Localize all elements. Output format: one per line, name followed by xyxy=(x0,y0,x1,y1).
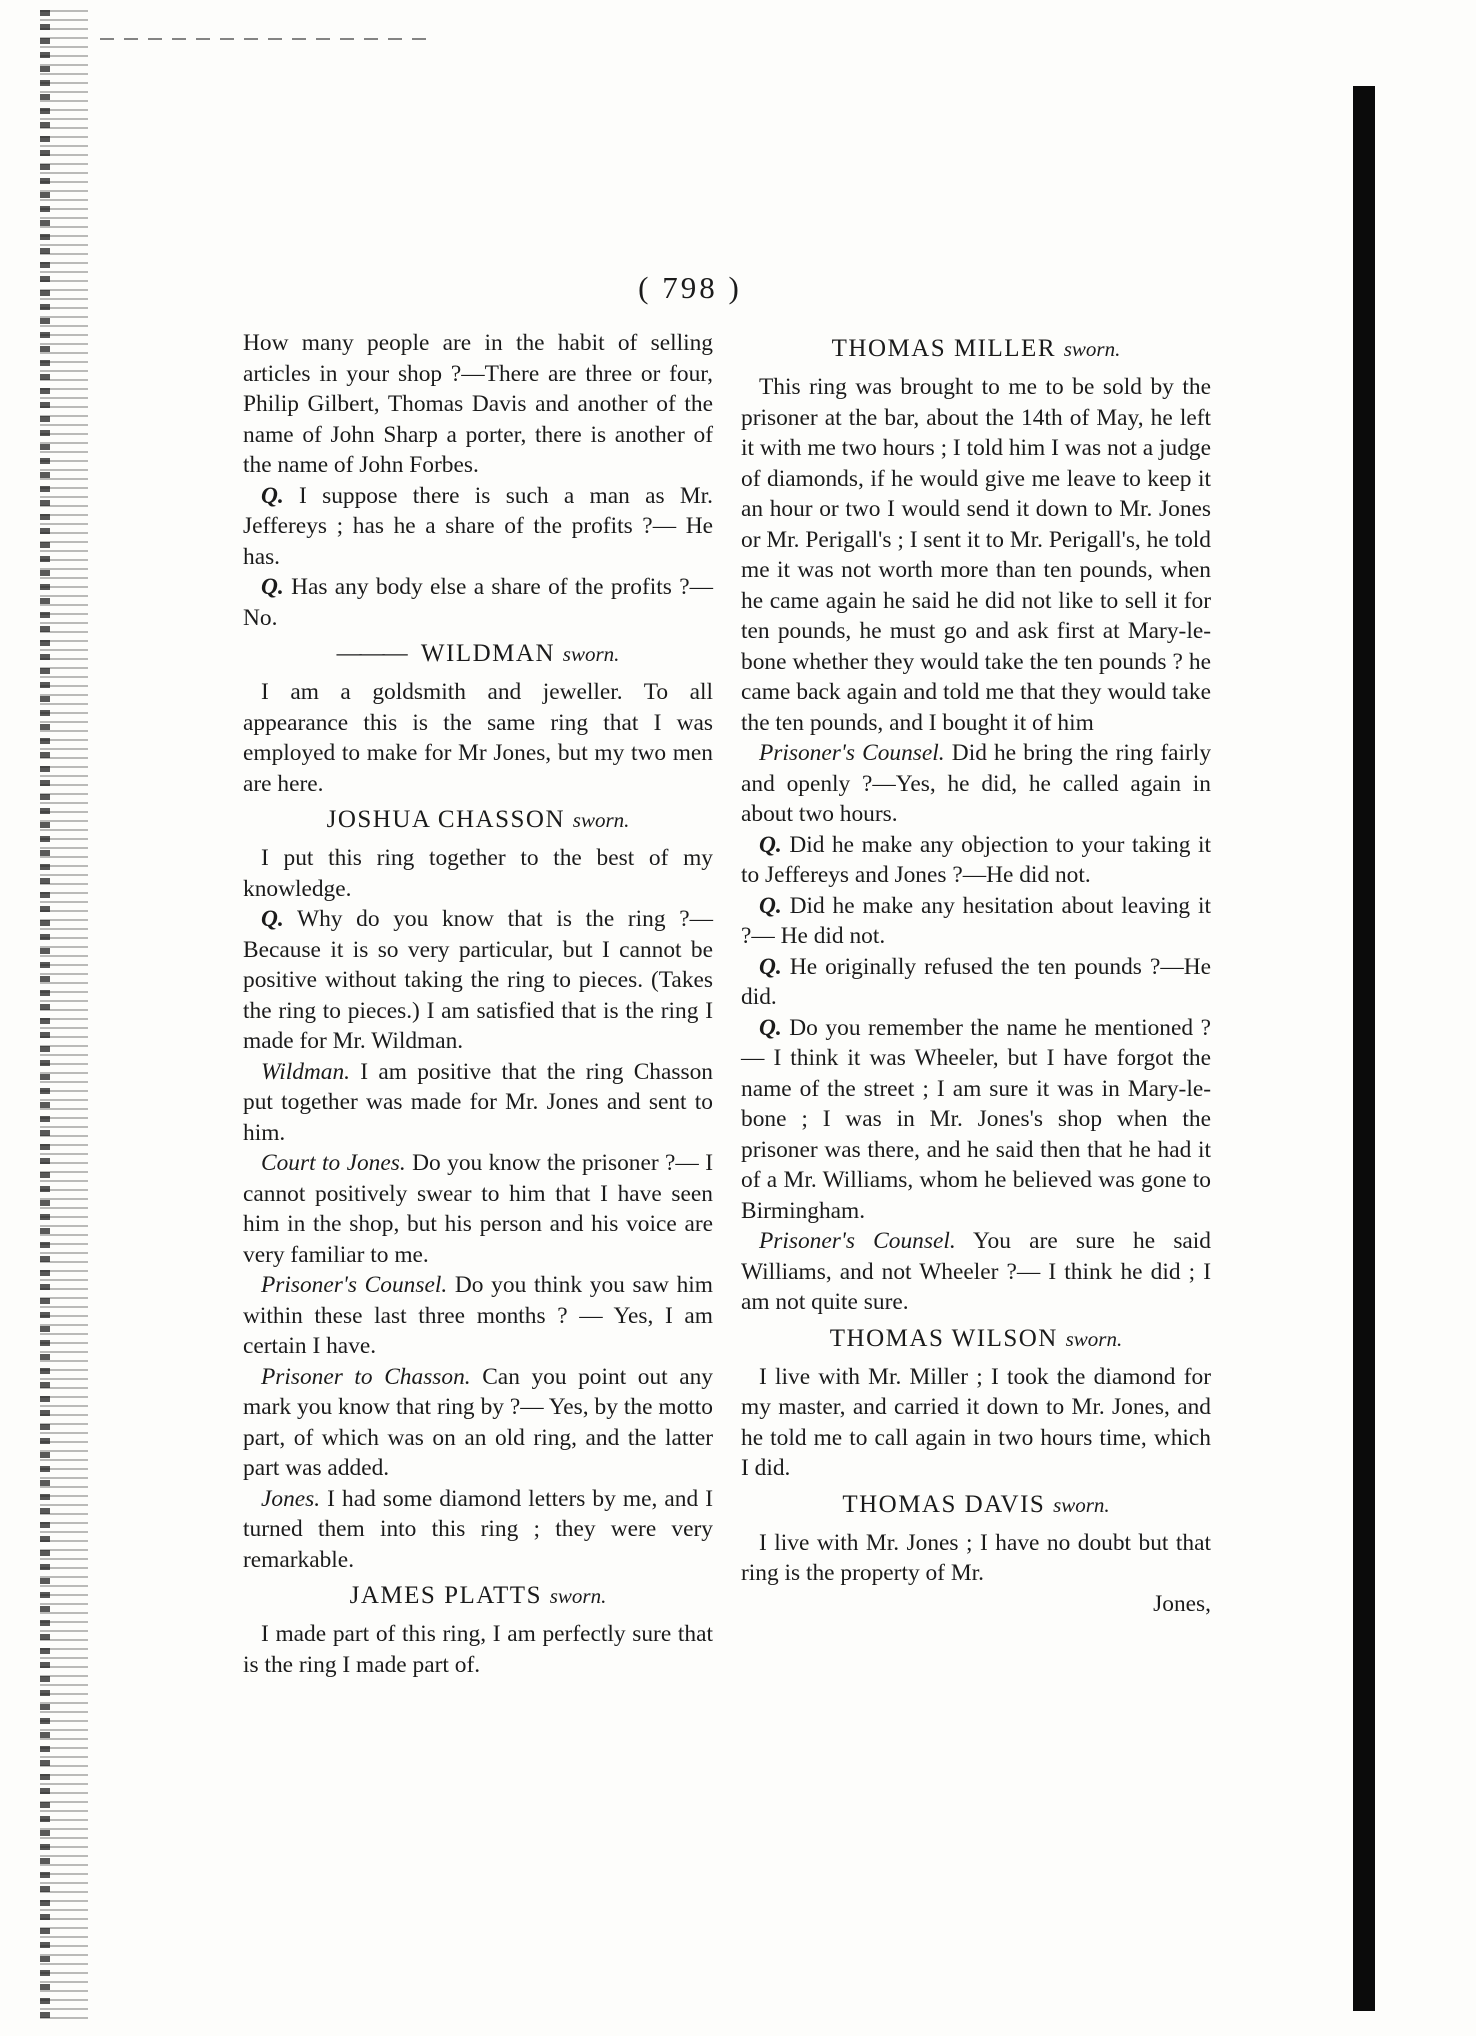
paragraph-text: Can you point out any mark you know that ring by ?— Yes, by the motto part, of which was on an old ring, and the latter part was added. xyxy=(243,1363,713,1481)
paragraph xyxy=(243,1484,713,1576)
paragraph-text: Do you think you saw him within these last three months ? — Yes, I am certain I have. xyxy=(243,1272,713,1359)
paragraph-text: Do you remember the name he mentioned ?— I think it was Wheeler, but I have forgot the name of the street ; I am sure it was in Mary-le-bone ; I was in Mr. Jones's shop when the prisoner was there, and he said then that he had it of a Mr. Williams, whom he believed was gone to Birmingham. xyxy=(741,1014,1211,1224)
page-number: ( 798 ) xyxy=(638,270,742,305)
question-mark-label: Q. xyxy=(261,482,284,509)
paragraph xyxy=(741,891,1211,952)
paragraph-text: This ring was brought to me to be sold by the prisoner at the bar, about the 14th of May, he left it with me two hours ; I told him I was not a judge of diamonds, if he would give me leave to keep it an hour or two I would send it down to Mr. Jones or Mr. Perigall's ; I sent it to Mr. Perigall's, he told me it was not worth more than ten pounds, when he came again he said he did not like to sell it for ten pounds, he must go and ask first at Mary-le-bone whether they would take the ten pounds ? he came back again and told me that they would take the ten pounds, and I bought it of him xyxy=(741,374,1211,736)
paragraph xyxy=(243,677,713,799)
sworn-label: sworn. xyxy=(572,808,630,832)
paragraph xyxy=(243,1270,713,1362)
left-column xyxy=(243,328,713,1680)
right-column xyxy=(741,328,1211,1619)
question-mark-label: Q. xyxy=(759,953,782,980)
question-mark-label: Q. xyxy=(261,906,284,932)
paragraph xyxy=(741,952,1211,1013)
paragraph-text: I suppose there is such a man as Mr. Jeffereys ; has he a share of the profits ?— He has. xyxy=(243,482,713,570)
sworn-label: sworn. xyxy=(549,1584,607,1608)
witness-heading xyxy=(243,803,713,837)
sworn-label: sworn. xyxy=(1053,1492,1110,1517)
paragraph xyxy=(243,904,713,1057)
paragraph xyxy=(243,1619,713,1680)
speaker-label: Prisoner's Counsel. xyxy=(759,740,945,766)
paragraph xyxy=(741,830,1211,891)
paragraph xyxy=(741,1013,1211,1227)
paragraph-text: I put this ring together to the best of my knowledge. xyxy=(243,845,713,902)
scan-binding-shadow xyxy=(40,10,50,2025)
witness-name: JAMES PLATTS xyxy=(349,1582,542,1609)
sworn-label: sworn. xyxy=(1063,337,1121,361)
speaker-label: Prisoner's Counsel. xyxy=(759,1228,956,1254)
scan-right-edge-bar xyxy=(1353,86,1375,2011)
witness-heading xyxy=(243,1579,713,1613)
paragraph-text: He originally refused the ten pounds ?—He did. xyxy=(741,953,1211,1010)
witness-heading xyxy=(243,637,713,671)
paragraph-text: I am positive that the ring Chasson put together was made for Mr. Jones and sent to him. xyxy=(243,1058,713,1146)
witness-name: THOMAS WILSON xyxy=(829,1324,1058,1352)
paragraph xyxy=(741,1226,1211,1318)
paragraph-text: Has any body else a share of the profits ?— No. xyxy=(243,574,713,631)
paragraph xyxy=(243,572,713,633)
paragraph xyxy=(741,738,1211,830)
heading-dash: ——— xyxy=(336,640,406,667)
paragraph-text: I live with Mr. Jones ; I have no doubt but that ring is the property of Mr. xyxy=(741,1529,1211,1586)
witness-name: WILDMAN xyxy=(420,640,556,667)
paragraph-text: Did he make any hesitation about leaving it ?— He did not. xyxy=(741,892,1211,949)
witness-heading xyxy=(741,1488,1211,1522)
paragraph xyxy=(243,328,713,481)
question-mark-label: Q. xyxy=(261,574,284,600)
paragraph xyxy=(741,1528,1211,1589)
question-mark-label: Q. xyxy=(759,892,782,919)
paragraph-text: How many people are in the habit of selling articles in your shop ?—There are three or four, Philip Gilbert, Thomas Davis and another of the name of John Sharp a porter, there is another of the name of John Forbes. xyxy=(243,330,713,478)
witness-name: THOMAS MILLER xyxy=(831,335,1056,362)
paragraph-text: I am a goldsmith and jeweller. To all appearance this is the same ring that I was employed to make for Mr Jones, but my two men are here. xyxy=(243,679,713,797)
paragraph-text: I had some diamond letters by me, and I turned them into this ring ; they were very remarkable. xyxy=(243,1485,713,1573)
paragraph-text: Did he make any objection to your taking it to Jeffereys and Jones ?—He did not. xyxy=(741,831,1211,888)
scan-artifact-line xyxy=(100,38,430,40)
question-mark-label: Q. xyxy=(759,1014,782,1041)
paragraph xyxy=(243,1362,713,1484)
paragraph-text: You are sure he said Williams, and not Wheeler ?— I think he did ; I am not quite sure. xyxy=(741,1228,1211,1315)
paragraph xyxy=(243,481,713,573)
witness-name: JOSHUA CHASSON xyxy=(326,806,566,833)
witness-heading xyxy=(741,332,1211,366)
paragraph xyxy=(741,372,1211,738)
paragraph-text: I made part of this ring, I am perfectly sure that is the ring I made part of. xyxy=(243,1621,713,1678)
speaker-label: Wildman. xyxy=(261,1058,351,1085)
paragraph-text: Did he bring the ring fairly and openly ?—Yes, he did, he called again in about two hours. xyxy=(741,740,1212,827)
question-mark-label: Q. xyxy=(759,831,782,858)
catchword: Jones, xyxy=(1153,1590,1211,1617)
paragraph-text: Do you know the prisoner ?— I cannot positively swear to him that I have seen him in the shop, but his person and his voice are very familiar to me. xyxy=(243,1150,714,1268)
paragraph xyxy=(243,843,713,904)
speaker-label: Court to Jones. xyxy=(261,1150,406,1176)
speaker-label: Prisoner's Counsel. xyxy=(261,1272,448,1298)
speaker-label: Jones. xyxy=(261,1485,321,1512)
sworn-label: sworn. xyxy=(1065,1326,1123,1351)
paragraph xyxy=(741,1362,1211,1484)
speaker-label: Prisoner to Chasson. xyxy=(261,1363,471,1390)
witness-name: THOMAS DAVIS xyxy=(842,1490,1046,1518)
paragraph-text: Why do you know that is the ring ?— Because it is so very particular, but I cannot be positive without taking the ring to pieces. (Takes the ring to pieces.) I am satisfied that is the ring I made for Mr. Wildman. xyxy=(243,906,713,1054)
paragraph xyxy=(243,1057,713,1149)
paragraph-text: I live with Mr. Miller ; I took the diamond for my master, and carried it down to Mr. Jones, and he told me to call again in two hours time, which I did. xyxy=(741,1363,1211,1481)
sworn-label: sworn. xyxy=(562,642,620,666)
witness-heading xyxy=(741,1322,1211,1356)
paragraph xyxy=(243,1148,713,1270)
